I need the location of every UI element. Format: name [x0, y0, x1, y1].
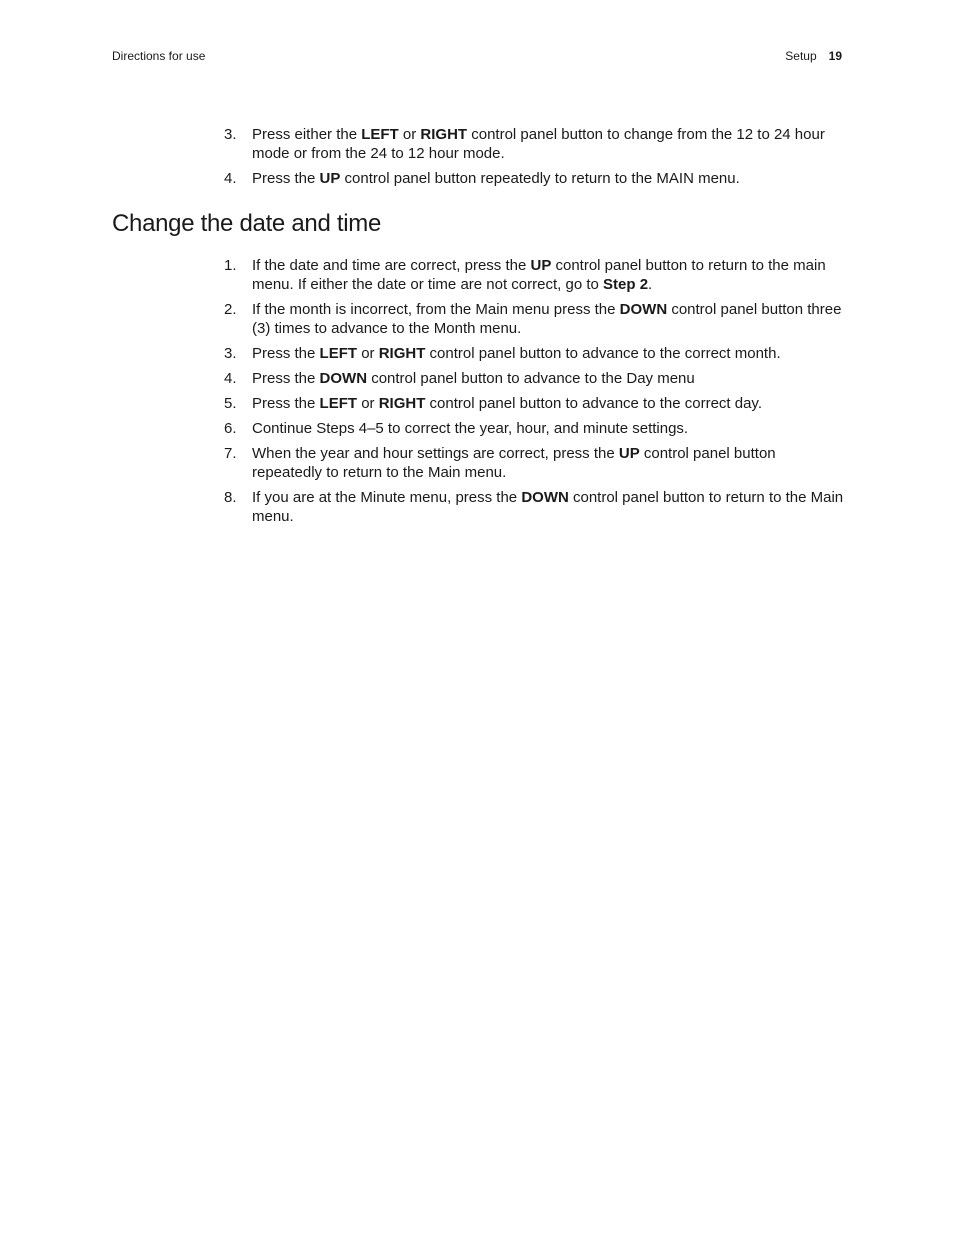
step-text: Press the UP control panel button repeatedly to return to the MAIN menu. — [252, 170, 740, 187]
step-text: If the date and time are correct, press the UP control panel button to return to the main menu. If either the date or time are not correct, go to Step 2. — [252, 257, 826, 293]
list-item — [224, 488, 844, 526]
step-number: 6. — [224, 420, 237, 437]
step-text: Press the DOWN control panel button to advance to the Day menu — [252, 370, 695, 387]
step-number: 5. — [224, 395, 237, 412]
step-text: If the month is incorrect, from the Main menu press the DOWN control panel button three (3) times to advance to the Month menu. — [252, 301, 842, 337]
step-number: 3. — [224, 345, 237, 362]
step-text: Continue Steps 4–5 to correct the year, hour, and minute settings. — [252, 420, 689, 437]
list-item — [224, 125, 844, 163]
list-item — [224, 344, 844, 363]
step-number: 8. — [224, 489, 237, 506]
list-item — [224, 444, 844, 482]
header-right — [785, 49, 842, 63]
step-number: 7. — [224, 445, 237, 462]
page-header — [112, 49, 842, 67]
step-number: 4. — [224, 170, 237, 187]
list-item — [224, 256, 844, 294]
section-heading: Change the date and time — [112, 210, 381, 237]
list-item — [224, 419, 844, 438]
step-text: When the year and hour settings are correct, press the UP control panel button repeatedly to return to the Main menu. — [252, 445, 776, 481]
step-number: 2. — [224, 301, 237, 318]
list-item — [224, 169, 844, 188]
step-text: Press the LEFT or RIGHT control panel button to advance to the correct day. — [252, 395, 762, 412]
step-text: Press the LEFT or RIGHT control panel button to advance to the correct month. — [252, 345, 781, 362]
date-time-steps-list — [224, 256, 844, 532]
step-text: If you are at the Minute menu, press the DOWN control panel button to return to the Main menu. — [252, 489, 844, 525]
list-item — [224, 394, 844, 413]
steps-list-continued — [224, 125, 844, 194]
list-item — [224, 300, 844, 338]
step-number: 4. — [224, 370, 237, 387]
list-item — [224, 369, 844, 388]
document-title: Directions for use — [112, 49, 206, 63]
page-number: 19 — [828, 49, 842, 63]
section-name: Setup — [785, 49, 817, 63]
step-number: 3. — [224, 126, 237, 143]
step-number: 1. — [224, 257, 237, 274]
step-text: Press either the LEFT or RIGHT control panel button to change from the 12 to 24 hour mode or from the 24 to 12 hour mode. — [252, 126, 825, 162]
